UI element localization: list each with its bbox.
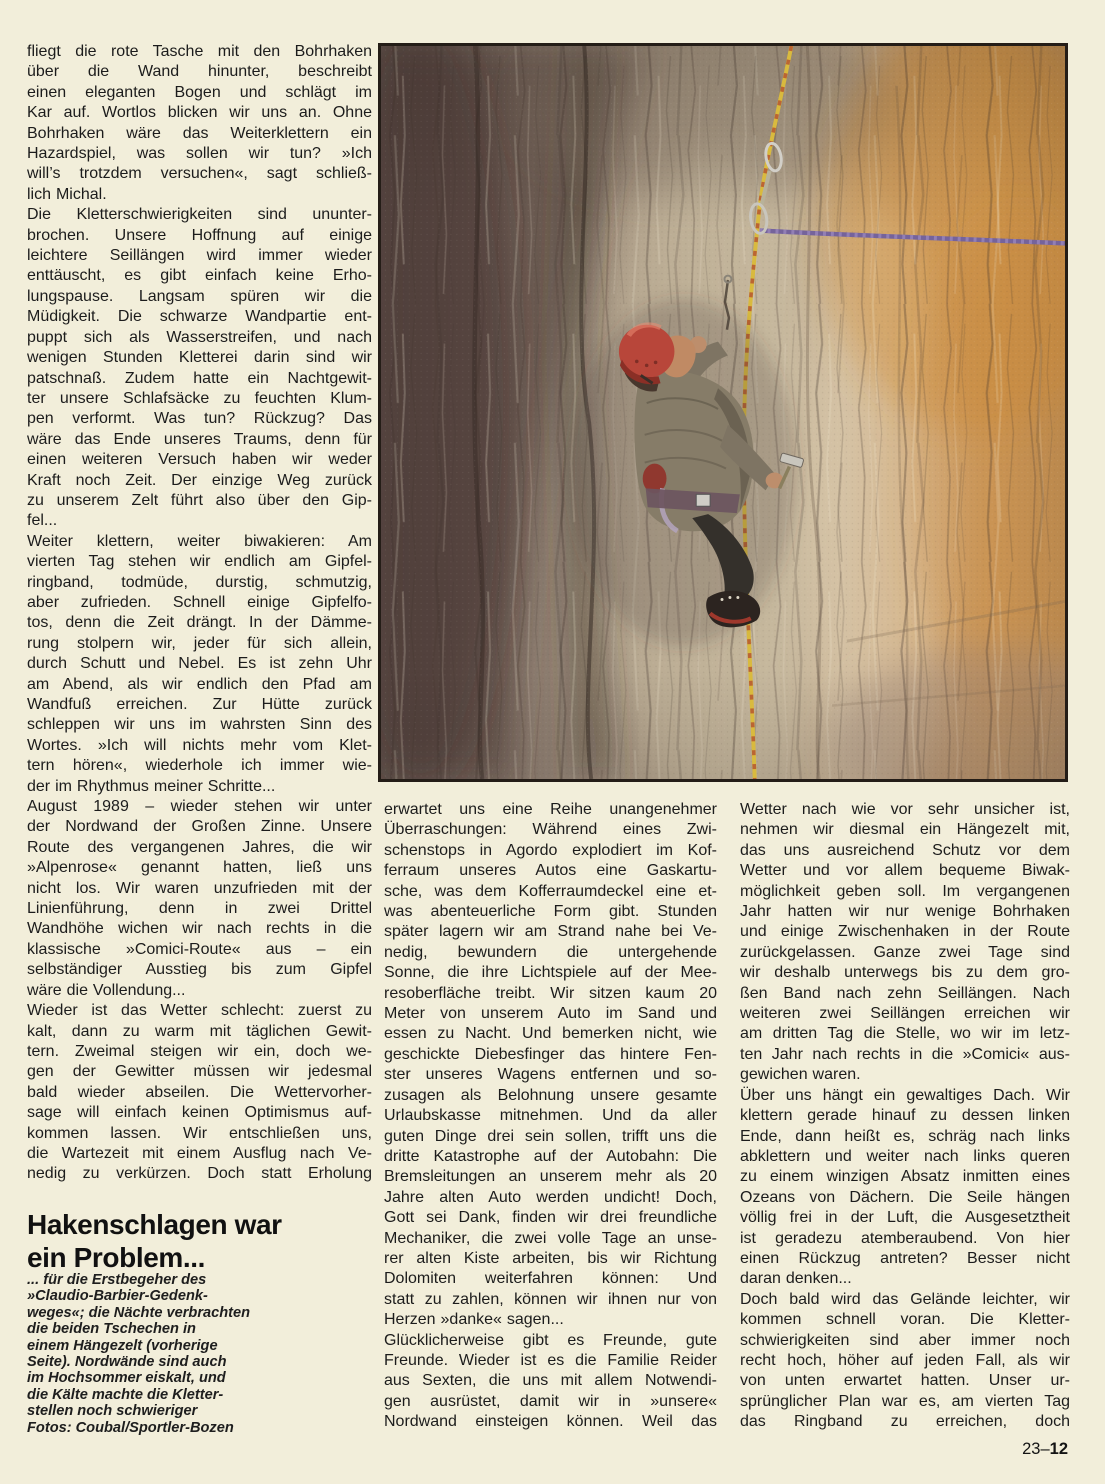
harness-buckle — [696, 494, 710, 506]
text-line: erwartet uns eine Reihe unangenehmer — [384, 801, 717, 818]
text-line: Hazardspiel, was sollen wir tun? »Ich — [27, 145, 372, 163]
text-line: der im Rhythmus meiner Schritte... — [27, 777, 276, 795]
text-line: daran denken... — [740, 1270, 852, 1288]
text-line: Herzen »danke« sagen... — [384, 1311, 564, 1329]
climber-photo — [378, 43, 1068, 782]
text-line: Wandhöhe wichen wir nach rechts in die — [27, 920, 372, 938]
text-line: tern hören«, wiederhole ich immer wie- — [27, 757, 372, 775]
text-line: dritte Katastrophe auf der Autobahn: Die — [384, 1147, 717, 1165]
text-line: brochen. Unsere Hoffnung auf einige — [27, 226, 372, 244]
text-line: ist geradezu atemberaubend. Von hier — [740, 1229, 1070, 1247]
text-line: ringband, todmüde, durstig, schmutzig, — [27, 573, 372, 591]
text-line: nedig, bewundern die untergehende — [384, 943, 717, 961]
section-heading — [27, 1208, 282, 1274]
text-line: rer alten Kiste arbeiten, bis wir Richtung — [384, 1249, 717, 1267]
text-line: zu einem winzigen Absatz inmitten eines — [740, 1168, 1070, 1186]
text-line: was abenteuerliche Form gibt. Stunden — [384, 903, 717, 921]
text-line: wäre die Vollendung... — [27, 981, 186, 999]
text-line: pen verformt. Was tun? Rückzug? Das — [27, 410, 372, 428]
text-line: Sonne, die ihre Lichtspiele auf der Mee- — [384, 964, 717, 982]
text-line: wenigen Stunden Kletterei darin sind wir — [27, 349, 372, 367]
text-line: sage will einfach keinen Optimismus auf- — [27, 1104, 372, 1122]
text-line: Doch bald wird das Gelände leichter, wir — [740, 1290, 1070, 1308]
section-heading-line1: Hakenschlagen war — [27, 1209, 282, 1240]
text-line: Wetter und vor allem bequeme Biwak- — [740, 862, 1070, 880]
text-line: Linienführung, denn in zwei Drittel — [27, 900, 372, 918]
text-line: »Alpenrose« genannt hatten, ließ uns — [27, 859, 372, 877]
text-line: Jahr hatten wir nur wenige Bohrhaken — [740, 903, 1070, 921]
text-line: Meter von unserem Auto im Sand und — [384, 1005, 717, 1023]
text-line: gen ausrüstet, damit wir in »unsere« — [384, 1392, 717, 1410]
page-number-bold: 12 — [1049, 1440, 1068, 1458]
text-line: zusagen als Belohnung unsere gesamte — [384, 1086, 717, 1104]
text-line: leichtere Seillängen wird immer wieder — [27, 247, 372, 265]
text-line: kommen schnell voran. Die Kletter- — [740, 1311, 1070, 1329]
text-line: aus Sexten, die uns mit allem Notwendi- — [384, 1372, 717, 1390]
text-line: vierten Tag stehen wir endlich am Gipfel- — [27, 553, 372, 571]
text-line: Glücklicherweise gibt es Freunde, gute — [384, 1331, 717, 1349]
text-line: fliegt die rote Tasche mit den Bohrhaken — [27, 43, 372, 60]
text-line: resoberfläche treibt. Wir sitzen kaum 20 — [384, 984, 717, 1002]
text-line: später lagern wir am Strand nahe bei Ve- — [384, 923, 717, 941]
text-line: völlig frei in der Luft, die Ausgesetztheit — [740, 1209, 1070, 1227]
text-line: gen der Gewitter müssen wir jedesmal — [27, 1063, 372, 1081]
climber-photo-illustration — [381, 46, 1065, 779]
text-line: Über uns hängt ein gewaltiges Dach. Wir — [740, 1086, 1070, 1104]
text-line: und einige Zwischenhaken in der Route — [740, 923, 1070, 941]
column-left — [27, 42, 372, 1185]
caption-line: stellen noch schwieriger — [27, 1403, 198, 1420]
text-line: recht hoch, höher auf jeden Fall, als wir — [740, 1351, 1070, 1369]
text-line: ter unsere Schlafsäcke zu feuchten Klum- — [27, 389, 372, 407]
text-line: das Ringband zu erreichen, doch — [740, 1413, 1070, 1431]
text-line: Mechaniker, die zwei volle Tage an unse- — [384, 1229, 717, 1247]
caption-line: einem Hängezelt (vorherige — [27, 1337, 218, 1354]
text-line: schenstops in Agordo explodiert im Kof- — [384, 841, 717, 859]
text-line: nedig zu verkürzen. Doch statt Erholung — [27, 1165, 372, 1183]
text-line: wir deshalb unterwegs bis zu dem gro- — [740, 964, 1070, 982]
text-line: Urlaubskasse mitnehmen. Und da aller — [384, 1107, 717, 1125]
caption-line: Fotos: Coubal/Sportler-Bozen — [27, 1419, 234, 1436]
text-line: rung stolpern wir, jeder für sich allein, — [27, 634, 372, 652]
text-line: geschickte Diebesfinger das hintere Fen- — [384, 1045, 717, 1063]
text-line: einen weiteren Versuch haben wir weder — [27, 451, 372, 469]
text-line: möglichkeit geben soll. Im vergangenen — [740, 882, 1070, 900]
text-line: Wieder ist das Wetter schlecht: zuerst zu — [27, 1002, 372, 1020]
column-right — [740, 800, 1070, 1433]
text-line: ßen Band nach zehn Seillängen. Nach — [740, 984, 1070, 1002]
caption-line: Seite). Nordwände sind auch — [27, 1354, 227, 1371]
text-line: einen eleganten Bogen und schlägt im — [27, 83, 372, 101]
text-line: selbständiger Ausstieg bis zum Gipfel — [27, 961, 372, 979]
text-line: Bremsleitungen an unserem mehr als 20 — [384, 1168, 717, 1186]
text-line: über die Wand hinunter, beschreibt — [27, 63, 372, 81]
text-line: nicht los. Wir waren unzufrieden mit der — [27, 879, 372, 897]
text-line: schleppen wir uns im wahrsten Sinn des — [27, 716, 372, 734]
text-line: puppt sich als Wasserstreifen, und nach — [27, 328, 372, 346]
text-line: lungspause. Langsam spüren wir die — [27, 287, 372, 305]
text-line: will’s trotzdem versuchen«, sagt schließ- — [27, 165, 372, 183]
text-line: Überraschungen: Während eines Zwi- — [384, 821, 717, 839]
text-line: patschnaß. Zudem hatte ein Nachtgewit- — [27, 369, 372, 387]
text-line: bald wieder abseilen. Die Wettervorher- — [27, 1083, 372, 1101]
text-line: lich Michal. — [27, 185, 107, 203]
text-line: tern. Zweimal steigen wir ein, doch we- — [27, 1042, 372, 1060]
text-line: durch Schutt und Nebel. Es ist zehn Uhr — [27, 655, 372, 673]
photo-caption — [27, 1272, 307, 1436]
column-middle — [384, 800, 717, 1433]
text-line: Wandfuß erreichen. Zur Hütte zurück — [27, 696, 372, 713]
text-line: kalt, dann zu warm mit täglichen Gewit- — [27, 1022, 372, 1040]
text-line: gewichen waren. — [740, 1066, 861, 1084]
text-line: Kraft noch Zeit. Der einzige Weg zurück — [27, 471, 372, 489]
text-line: Ende, dann heißt es, schräg nach links — [740, 1127, 1070, 1145]
text-line: Weiter klettern, weiter biwakieren: Am — [27, 532, 372, 550]
text-line: ten Jahr nach rechts in die »Comici« aus- — [740, 1045, 1070, 1063]
caption-line: weges«; die Nächte verbrachten — [27, 1304, 251, 1321]
text-line: schwierigkeiten sind aber immer noch — [740, 1331, 1070, 1349]
text-line: Nordwand einsteigen können. Weil das — [384, 1413, 717, 1431]
text-line: aber zufrieden. Schnell einige Gipfelfo- — [27, 593, 372, 611]
caption-line: die beiden Tschechen in — [27, 1321, 196, 1338]
text-line: Wortes. »Ich will nichts mehr vom Klet- — [27, 736, 372, 754]
text-line: der Nordwand der Großen Zinne. Unsere — [27, 818, 372, 836]
text-line: Route des vergangenen Jahres, die wir — [27, 838, 372, 856]
caption-line: im Hochsommer eiskalt, und — [27, 1370, 226, 1387]
page-number-prefix: 23– — [1022, 1440, 1050, 1458]
text-line: von unten erwartet hatten. Unser ur- — [740, 1372, 1070, 1390]
text-line: am dritten Tag die Stelle, wo wir im letz- — [740, 1025, 1070, 1043]
caption-line: die Kälte machte die Kletter- — [27, 1386, 224, 1403]
text-line: weiteren zwei Seillängen erreichen wir — [740, 1005, 1070, 1023]
text-line: Gott sei Dank, finden wir drei freundliche — [384, 1209, 717, 1227]
text-line: sprünglicher Plan war es, am vierten Tag — [740, 1392, 1070, 1410]
text-line: fel... — [27, 512, 58, 530]
text-line: Kar auf. Wortlos blicken wir uns an. Ohne — [27, 104, 372, 122]
text-line: einen Rückzug antreten? Besser nicht — [740, 1249, 1070, 1267]
text-line: Dolomiten weiterfahren können: Und — [384, 1270, 717, 1288]
text-line: die Wartezeit mit einem Ausflug nach Ve- — [27, 1144, 372, 1162]
text-line: am Abend, als wir endlich den Pfad am — [27, 675, 372, 693]
text-line: tos, denn die Zeit drängt. In der Dämme- — [27, 614, 372, 632]
caption-line: »Claudio-Barbier-Gedenk- — [27, 1288, 208, 1305]
text-line: August 1989 – wieder stehen wir unter — [27, 798, 372, 816]
text-line: Jahre alten Auto werden undicht! Doch, — [384, 1188, 717, 1206]
text-line: zurückgelassen. Ganze zwei Tage sind — [740, 943, 1070, 961]
text-line: klassische »Comici-Route« aus – ein — [27, 940, 372, 958]
text-line: essen zu Nacht. Und bemerken nicht, wie — [384, 1025, 717, 1043]
text-line: Müdigkeit. Die schwarze Wandpartie ent- — [27, 308, 372, 326]
text-line: sche, was dem Kofferraumdeckel eine et- — [384, 882, 717, 900]
text-line: das uns ausreichend Schutz vor dem — [740, 841, 1070, 859]
text-line: enttäuscht, es gibt einfach keine Erho- — [27, 267, 372, 285]
text-line: klettern gerade hinauf zu dessen linken — [740, 1107, 1070, 1125]
text-line: Bohrhaken wäre das Weiterklettern ein — [27, 124, 372, 142]
text-line: nehmen wir diesmal ein Hängezelt mit, — [740, 821, 1070, 839]
text-line: Freunde. Wieder ist es die Familie Reider — [384, 1351, 717, 1369]
text-line: zu unserem Zelt führt also über den Gip- — [27, 491, 372, 509]
text-line: ferraum unseres Autos eine Gaskartu- — [384, 862, 717, 880]
text-line: Die Kletterschwierigkeiten sind ununter- — [27, 206, 372, 224]
text-line: abklettern und weiter nach links queren — [740, 1147, 1070, 1165]
page-number — [840, 1440, 1068, 1459]
text-line: guten Dinge drei sein sollen, trifft uns die — [384, 1127, 717, 1145]
text-line: Ozeans von Dächern. Die Seile hängen — [740, 1188, 1070, 1206]
text-line: Wetter nach wie vor sehr unsicher ist, — [740, 801, 1070, 818]
caption-line: ... für die Erstbegeher des — [27, 1272, 207, 1288]
text-line: statt zu zahlen, können wir ihnen nur von — [384, 1290, 717, 1308]
section-heading-line2: ein Problem... — [27, 1242, 205, 1273]
text-line: wäre das Ende unseres Traums, denn für — [27, 430, 372, 448]
text-line: ster unseres Wagens entfernen und so- — [384, 1066, 717, 1084]
text-line: kommen lassen. Wir entschließen uns, — [27, 1124, 372, 1142]
